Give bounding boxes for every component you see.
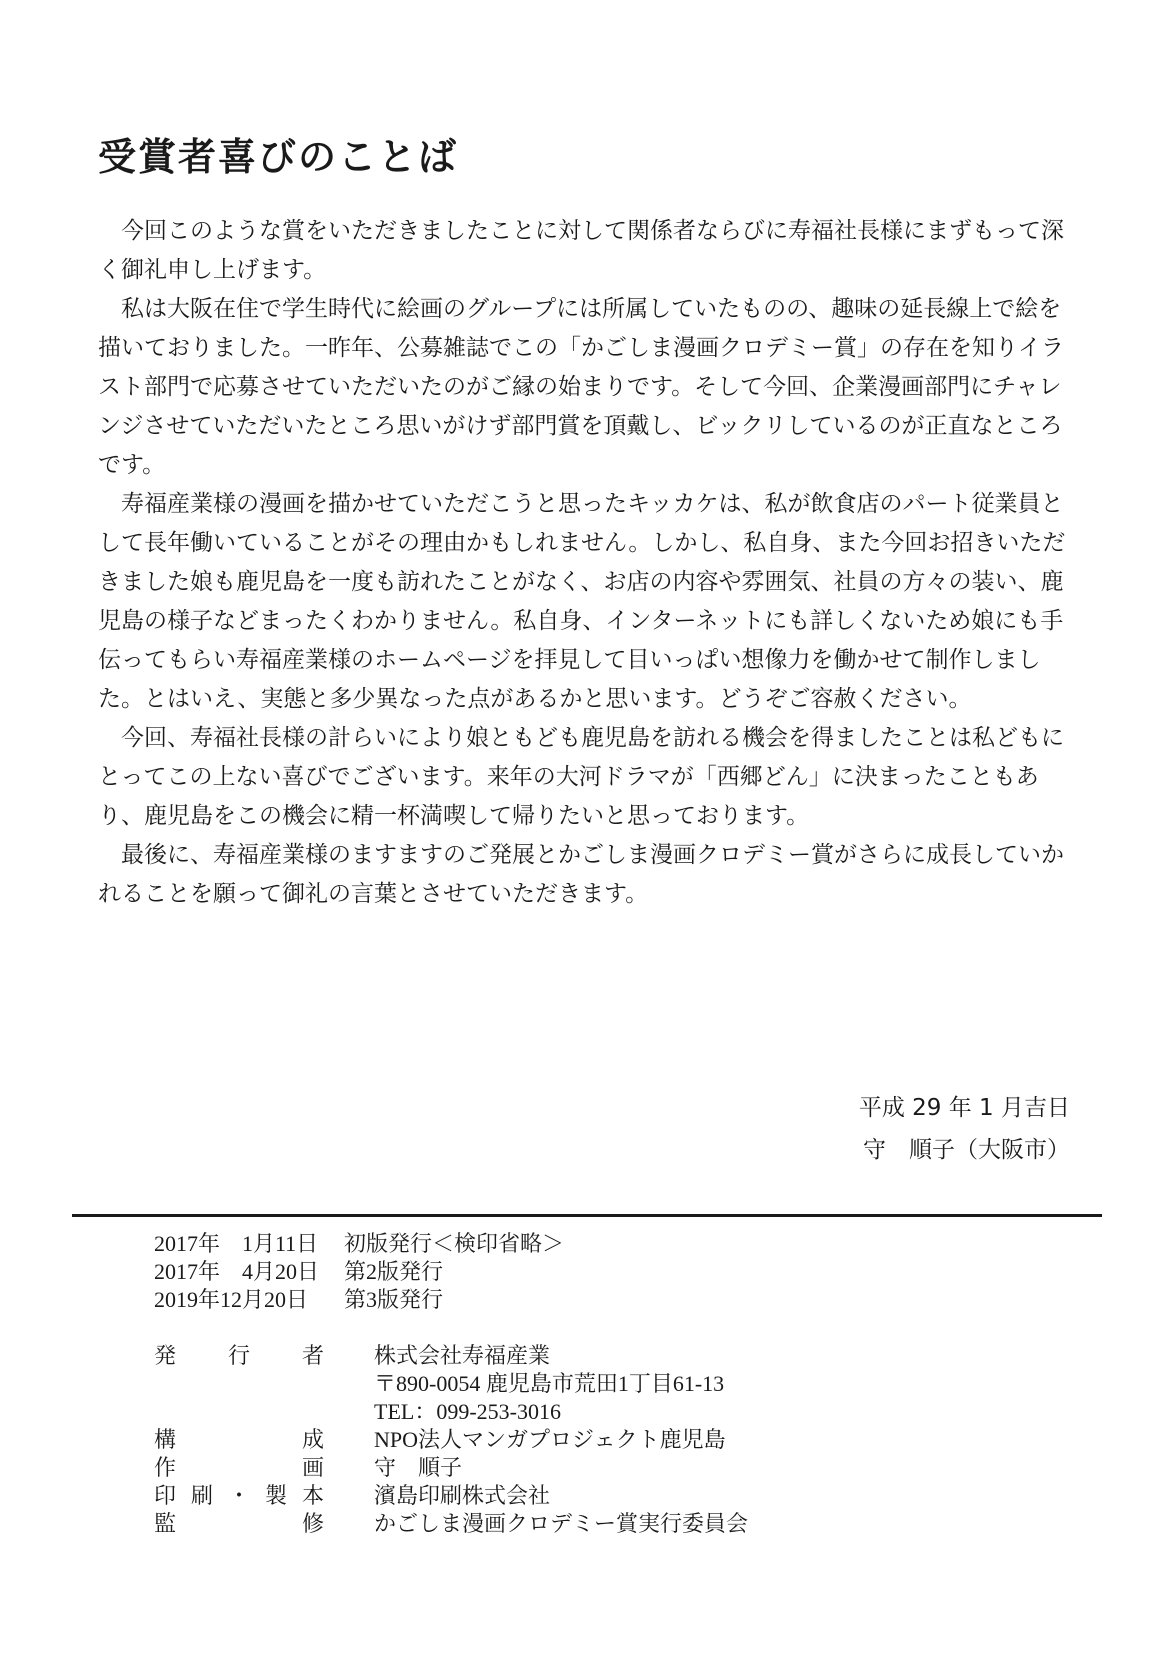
edition-date: 2017年 1月11日 xyxy=(154,1231,319,1256)
credit-row xyxy=(154,1342,748,1370)
credit-label: 作画 xyxy=(154,1455,324,1480)
paragraph: 今回、寿福社長様の計らいにより娘ともども鹿児島を訪れる機会を得ましたことは私どもにとってこの上ない喜びでございます。来年の大河ドラマが「西郷どん」に決まったこともあり、鹿児島をこの機会に精一杯満喫して帰りたいと思っております。 xyxy=(98,725,1064,829)
credit-label: 構成 xyxy=(154,1427,324,1452)
credit-row xyxy=(154,1370,748,1398)
colophon-divider xyxy=(72,1214,1102,1217)
letter-body xyxy=(98,212,1070,914)
credit-label: 印刷・製本 xyxy=(154,1483,324,1508)
colophon xyxy=(154,1230,748,1538)
credit-value: かごしま漫画クロデミー賞実行委員会 xyxy=(374,1511,749,1536)
credit-row xyxy=(154,1426,748,1454)
credit-value: TEL：099-253-3016 xyxy=(374,1399,561,1424)
credit-value: 濱島印刷株式会社 xyxy=(374,1483,551,1508)
signature-block xyxy=(600,1087,1070,1171)
credit-label xyxy=(154,1398,324,1426)
edition-date: 2017年 4月20日 xyxy=(154,1259,320,1284)
edition-text: 初版発行＜検印省略＞ xyxy=(344,1231,565,1256)
credit-row xyxy=(154,1482,748,1510)
credit-row xyxy=(154,1510,748,1538)
paragraph: 寿福産業様の漫画を描かせていただこうと思ったキッカケは、私が飲食店のパート従業員として長年働いていることがその理由かもしれません。しかし、私自身、また今回お招きいただきました娘も鹿児島を一度も訪れたことがなく、お店の内容や雰囲気、社員の方々の装い、鹿児島の様子などまったくわかりません。私自身、インターネットにも詳しくないため娘にも手伝ってもらい寿福産業様のホームページを拝見して目いっぱい想像力を働かせて制作しました。とはいえ、実態と多少異なった点があるかと思います。どうぞご容赦ください。 xyxy=(98,491,1066,712)
paragraph: 今回このような賞をいただきましたことに対して関係者ならびに寿福社長様にまずもって深く御礼申し上げます。 xyxy=(98,218,1064,283)
credit-label: 発行者 xyxy=(154,1343,324,1368)
edition-list xyxy=(154,1230,748,1314)
edition-row xyxy=(154,1286,748,1314)
credit-value: 守 順子 xyxy=(374,1455,463,1480)
edition-row xyxy=(154,1258,748,1286)
credit-value: NPO法人マンガプロジェクト鹿児島 xyxy=(374,1427,726,1452)
edition-text: 第3版発行 xyxy=(344,1287,444,1312)
credit-label xyxy=(154,1370,324,1398)
edition-date: 2019年12月20日 xyxy=(154,1287,309,1312)
page-title: 受賞者喜びのことば xyxy=(98,134,459,179)
credit-value: 〒890-0054 鹿児島市荒田1丁目61-13 xyxy=(374,1371,725,1396)
credit-row xyxy=(154,1454,748,1482)
paragraph: 私は大阪在住で学生時代に絵画のグループには所属していたものの、趣味の延長線上で絵を描いておりました。一昨年、公募雑誌でこの「かごしま漫画クロデミー賞」の存在を知りイラスト部門で応募させていただいたのがご縁の始まりです。そして今回、企業漫画部門にチャレンジさせていただいたところ思いがけず部門賞を頂戴し、ビックリしているのが正直なところです。 xyxy=(98,296,1064,478)
paragraph: 最後に、寿福産業様のますますのご発展とかごしま漫画クロデミー賞がさらに成長していかれることを願って御礼の言葉とさせていただきます。 xyxy=(98,842,1064,907)
signature-date: 平成 29 年 1 月吉日 xyxy=(858,1095,1070,1121)
edition-row xyxy=(154,1230,748,1258)
signature-author: 守 順子（大阪市） xyxy=(863,1137,1070,1163)
edition-text: 第2版発行 xyxy=(344,1259,444,1284)
credit-row xyxy=(154,1398,748,1426)
credit-value: 株式会社寿福産業 xyxy=(374,1343,551,1368)
credit-label: 監修 xyxy=(154,1511,324,1536)
